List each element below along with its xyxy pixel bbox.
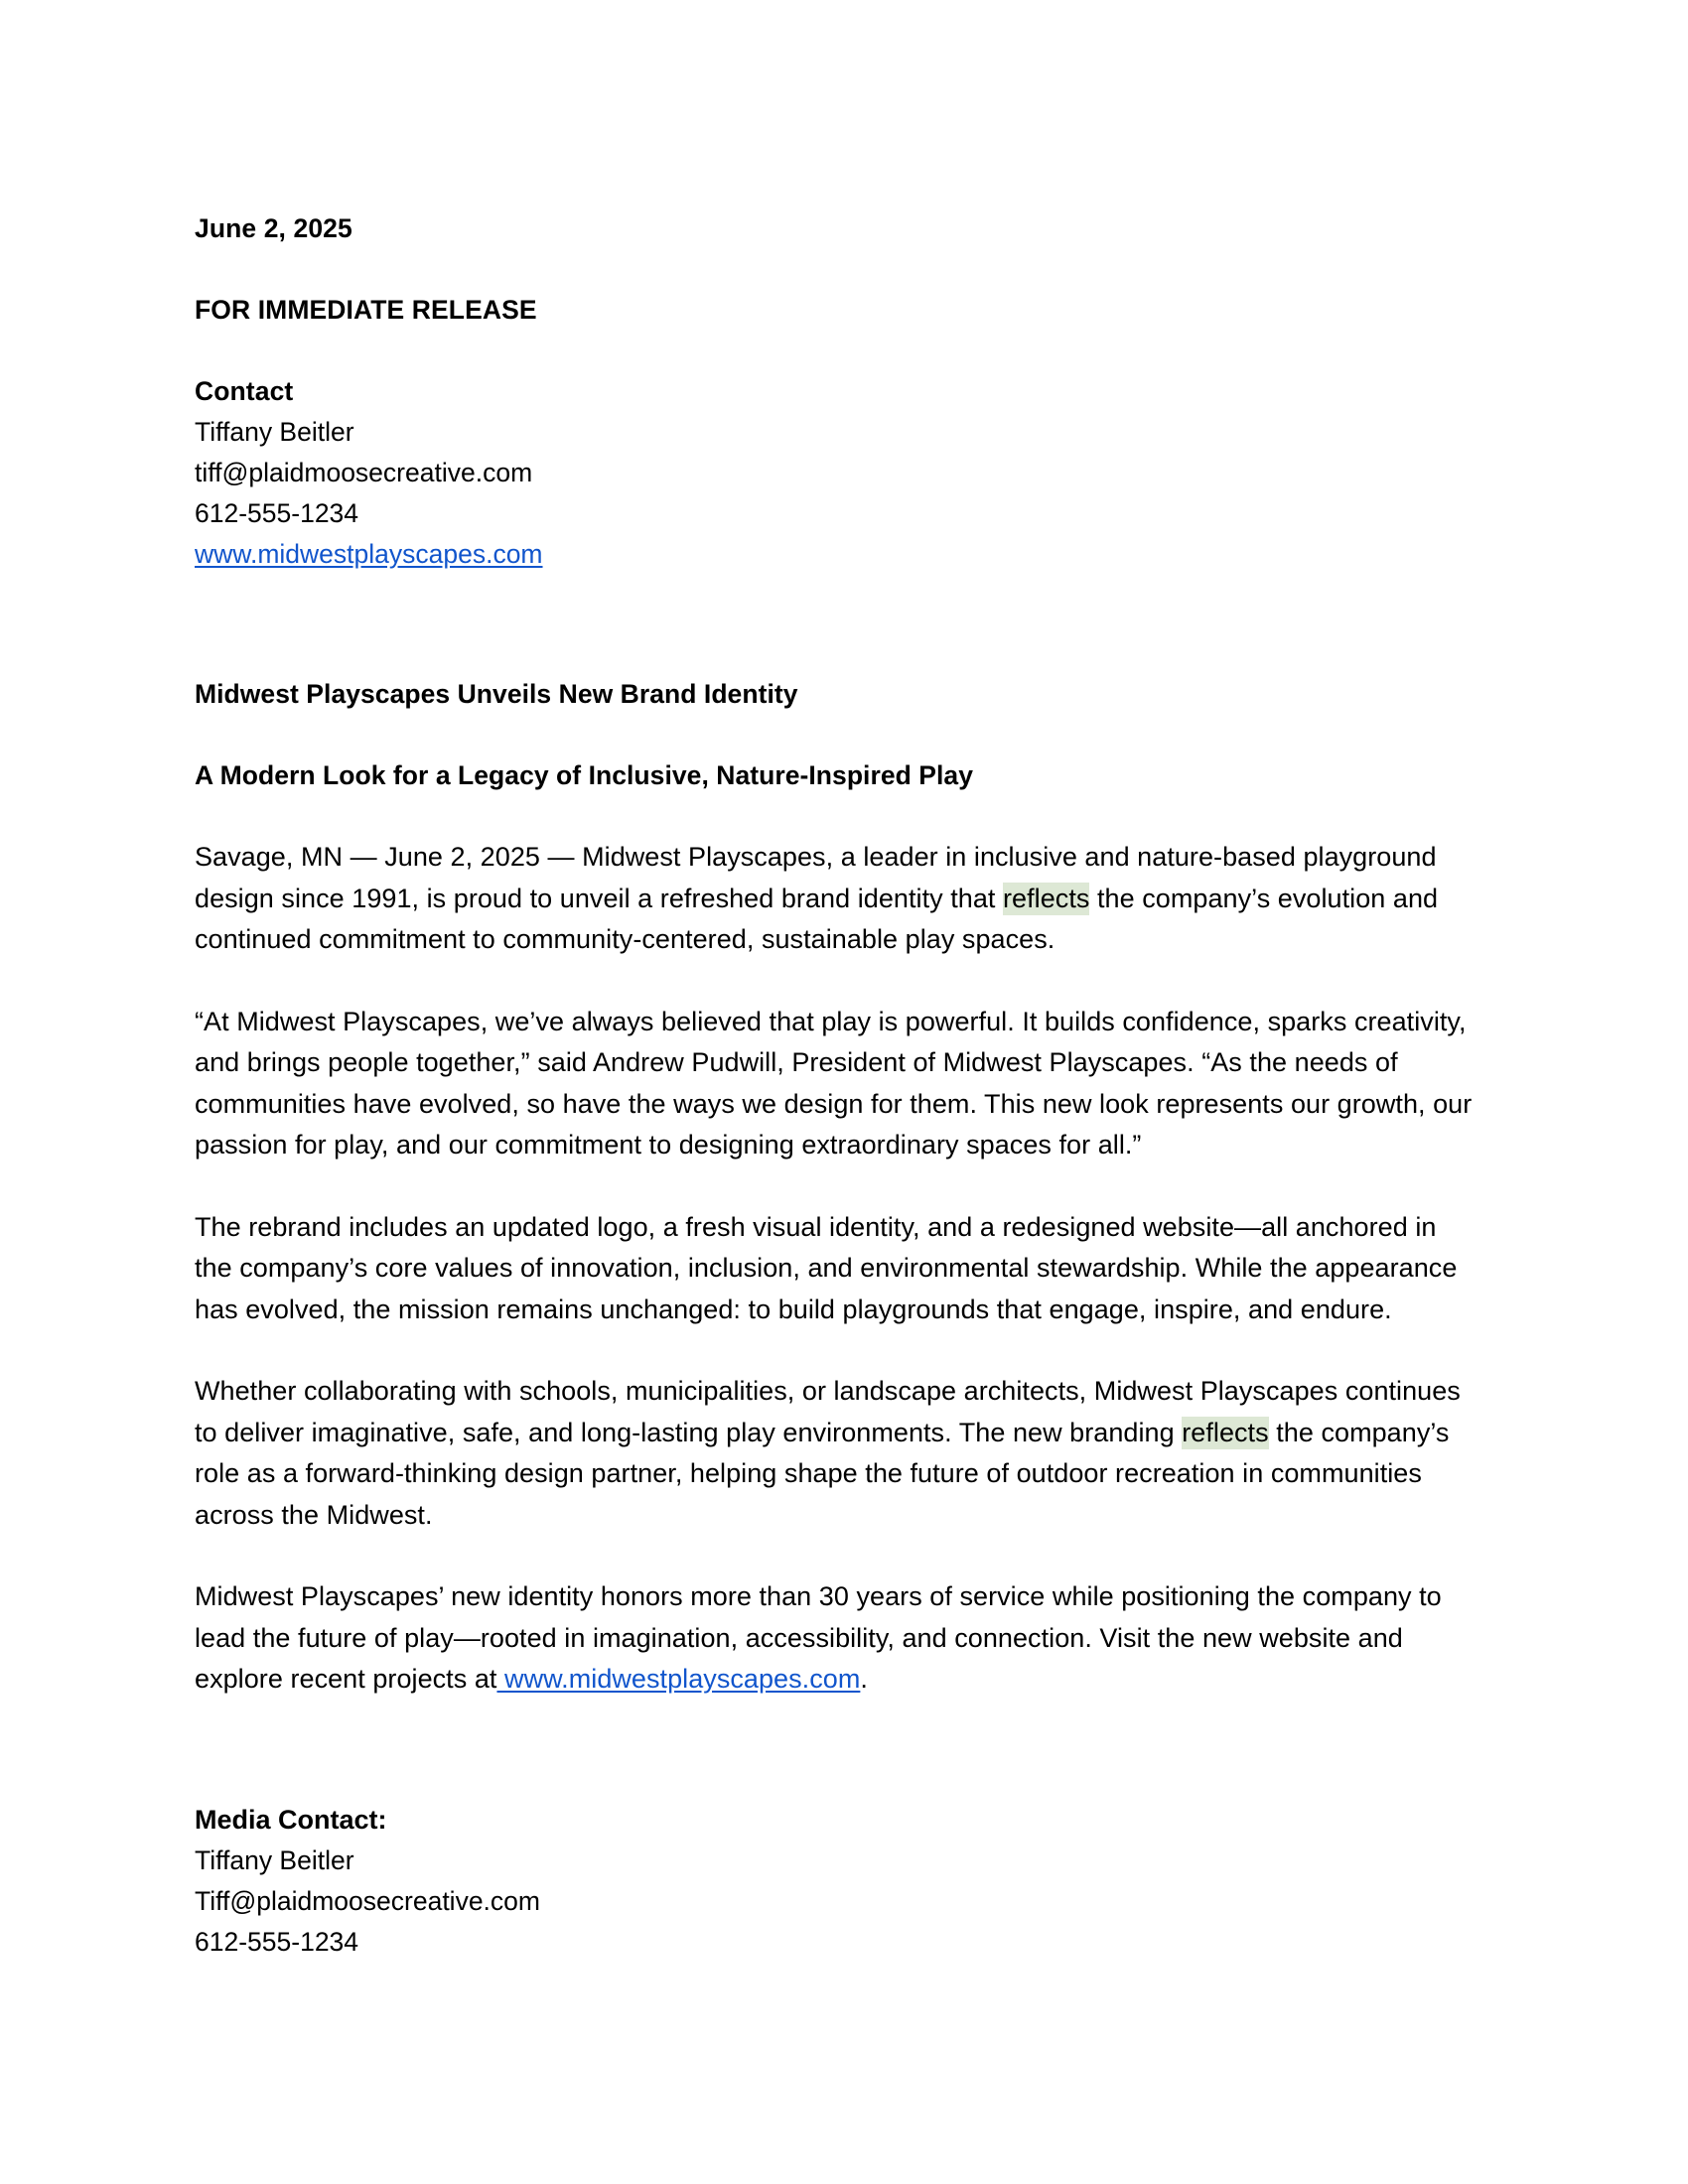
- media-contact-phone: 612-555-1234: [195, 1926, 359, 1957]
- highlighted-word-reflects-2: reflects: [1182, 1417, 1269, 1447]
- contact-heading: Contact: [195, 376, 294, 406]
- contact-name: Tiffany Beitler: [195, 417, 354, 447]
- paragraph-rebrand: The rebrand includes an updated logo, a fresh visual identity, and a redesigned website—all anchored in the company’s core values of innovation, inclusion, and environmental stewardship. While the appearance has evolved, the mission remains unchanged: to build playgrounds that engage, inspire, and endure.: [195, 1211, 1458, 1324]
- paragraph-closing-text-a: Midwest Playscapes’ new identity honors more than 30 years of service while positioning the company to lead the future of play—rooted in imagination, accessibility, and connection. Visit the new website and explore recent projects at: [195, 1581, 1442, 1694]
- press-release-subheadline: A Modern Look for a Legacy of Inclusive, Nature-Inspired Play: [195, 760, 973, 790]
- spacer: [195, 715, 1476, 755]
- paragraph-collaboration-text-b: the company’s role as a forward-thinking design partner, helping shape the future of outdoor recreation in communities across the Midwest.: [195, 1417, 1450, 1530]
- press-release-headline: Midwest Playscapes Unveils New Brand Identity: [195, 679, 798, 709]
- paragraph-lead-text-b: the company’s evolution and continued commitment to community-centered, sustainable play spaces.: [195, 883, 1439, 954]
- inline-website-link[interactable]: www.midwestplayscapes.com: [496, 1664, 861, 1694]
- paragraph-quote: “At Midwest Playscapes, we’ve always believed that play is powerful. It builds confidence, sparks creativity, and brings people together,” said Andrew Pudwill, President of Midwest Playscapes. “As the needs of communities have evolved, so have the ways we design for them. This new look represents our growth, our passion for play, and our commitment to designing extraordinary spaces for all.”: [195, 1006, 1473, 1160]
- paragraph-lead-text-a: Savage, MN — June 2, 2025 — Midwest Playscapes, a leader in inclusive and nature-based playground design since 1991, is proud to unveil a refreshed brand identity that: [195, 842, 1437, 913]
- spacer: [195, 796, 1476, 837]
- immediate-release-notice: FOR IMMEDIATE RELEASE: [195, 295, 537, 325]
- media-contact-name: Tiffany Beitler: [195, 1844, 354, 1875]
- contact-website-link[interactable]: www.midwestplayscapes.com: [195, 539, 543, 569]
- paragraph-collaboration: [195, 1371, 1476, 1536]
- paragraph-lead: [195, 837, 1476, 961]
- media-contact-heading: Media Contact:: [195, 1804, 387, 1835]
- release-date: June 2, 2025: [195, 213, 352, 243]
- spacer: [195, 1330, 1476, 1371]
- spacer: [195, 1701, 1476, 1800]
- document-body: [195, 208, 1476, 1963]
- spacer: [195, 1166, 1476, 1207]
- spacer: [195, 575, 1476, 674]
- spacer: [195, 1536, 1476, 1576]
- contact-phone: 612-555-1234: [195, 498, 359, 528]
- paragraph-closing-text-b: .: [860, 1664, 868, 1694]
- spacer: [195, 961, 1476, 1002]
- spacer: [195, 249, 1476, 290]
- spacer: [195, 331, 1476, 371]
- media-contact-email: Tiff@plaidmoosecreative.com: [195, 1885, 540, 1916]
- highlighted-word-reflects-1: reflects: [1003, 883, 1090, 913]
- paragraph-collaboration-text-a: Whether collaborating with schools, municipalities, or landscape architects, Midwest Playscapes continues to deliver imaginative, safe, and long-lasting play environments. The new branding: [195, 1376, 1461, 1447]
- paragraph-closing: [195, 1576, 1476, 1701]
- contact-email: tiff@plaidmoosecreative.com: [195, 458, 533, 487]
